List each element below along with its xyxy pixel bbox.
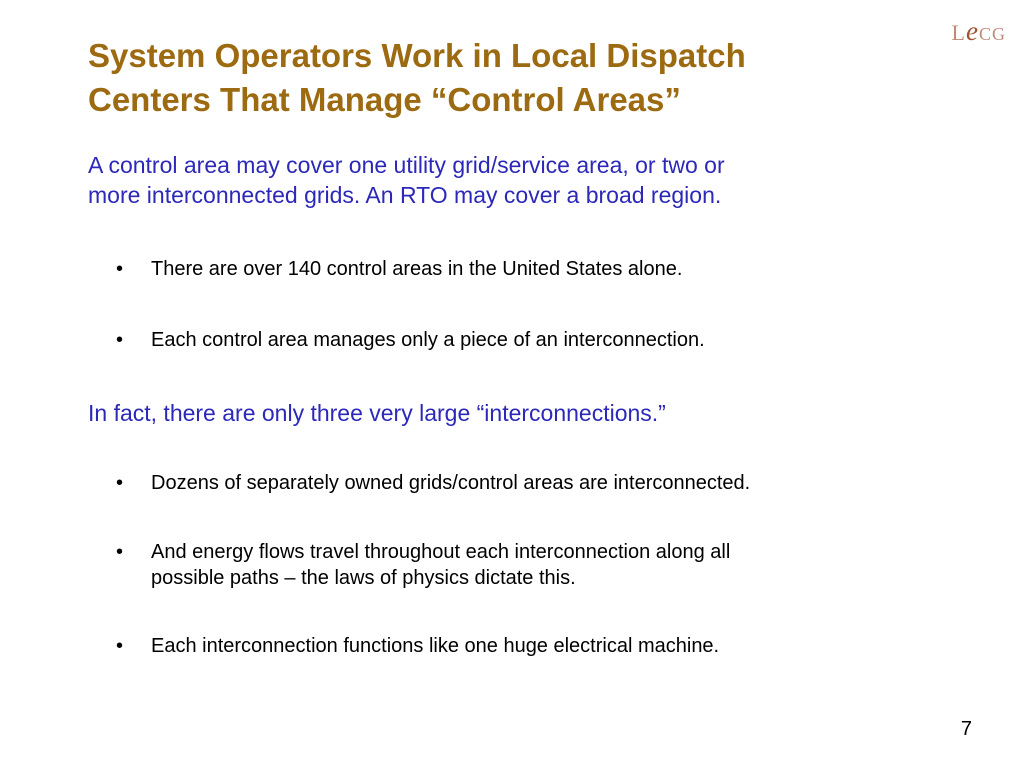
bullet-item-control-area-count	[116, 256, 976, 282]
bullet-text-line-1: Dozens of separately owned grids/control areas are interconnected.	[151, 472, 751, 494]
bullet-symbol: •	[116, 329, 124, 351]
bullet-item-control-area-piece	[116, 327, 976, 353]
bullet-text-line-1: Each interconnection functions like one huge electrical machine.	[151, 635, 720, 657]
bullet-text	[151, 633, 976, 659]
logo-letter-l: L	[951, 20, 966, 45]
intro-paragraph-line-1: A control area may cover one utility grid/service area, or two or	[88, 152, 725, 178]
page-number: 7	[960, 718, 972, 740]
bullet-symbol: •	[116, 258, 124, 280]
slide-title-line-2: Centers That Manage “Control Areas”	[88, 81, 681, 118]
bullet-text	[151, 256, 976, 282]
bullet-text-line-1: Each control area manages only a piece of an interconnection.	[151, 329, 705, 351]
bullet-text	[151, 539, 976, 591]
intro-paragraph-line-1: In fact, there are only three very large “interconnections.”	[88, 400, 666, 426]
bullet-symbol: •	[116, 635, 124, 657]
bullet-item-dozens-of-grids	[116, 470, 976, 496]
slide-title-line-1: System Operators Work in Local Dispatch	[88, 37, 746, 74]
bullet-text	[151, 470, 976, 496]
logo-letters-cg: CG	[978, 24, 1006, 44]
slide-title	[88, 34, 948, 122]
bullet-item-energy-flows	[116, 539, 976, 591]
bullet-text-line-1: And energy flows travel throughout each interconnection along all	[151, 541, 731, 563]
logo-letter-e: e	[966, 16, 979, 46]
bullet-symbol: •	[116, 541, 124, 563]
intro-paragraph-control-area	[88, 150, 968, 210]
bullet-item-huge-machine	[116, 633, 976, 659]
bullet-text	[151, 327, 976, 353]
intro-paragraph-interconnections	[88, 398, 968, 428]
intro-paragraph-line-2: more interconnected grids. An RTO may cover a broad region.	[88, 182, 722, 208]
bullet-text-line-2: possible paths – the laws of physics dictate this.	[151, 567, 576, 589]
bullet-text-line-1: There are over 140 control areas in the United States alone.	[151, 258, 683, 280]
logo	[952, 16, 1006, 47]
bullet-symbol: •	[116, 472, 124, 494]
